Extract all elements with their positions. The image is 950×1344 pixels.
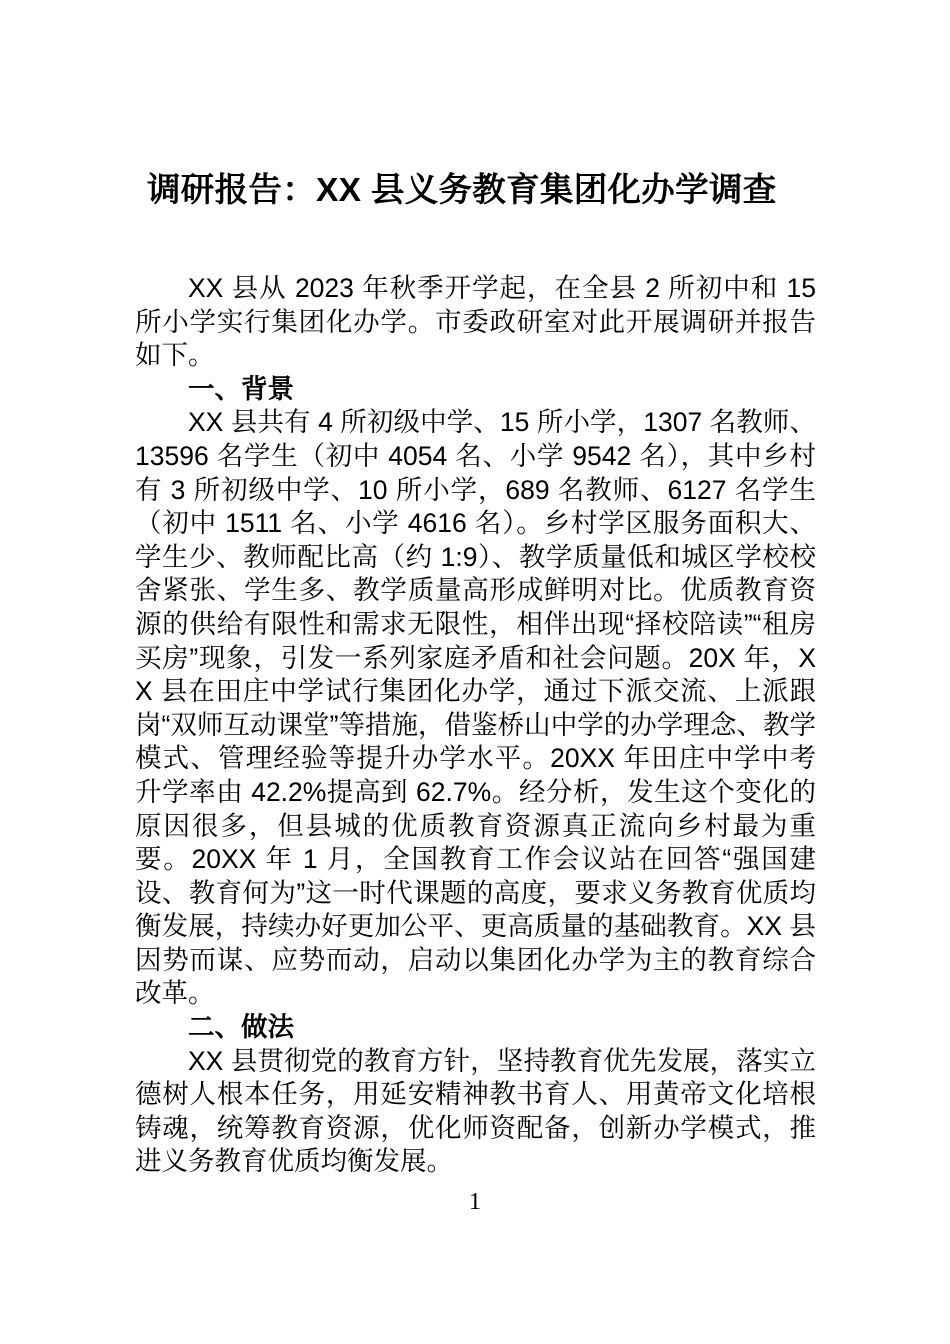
paragraph-intro: XX 县从 2023 年秋季开学起，在全县 2 所初中和 15 所小学实行集团化办学。市委政研室对此开展调研并报告如下。 [135,273,816,371]
section-heading-background: 一、背景 [188,373,294,404]
paragraph-practices: XX 县贯彻党的教育方针，坚持教育优先发展，落实立德树人根本任务，用延安精神教书育人、用黄帝文化培根铸魂，统筹教育资源，优化师资配备，创新办学模式，推进义务教育优质均衡发展。 [135,1045,816,1177]
document-body [135,0,816,1179]
document-title: 调研报告：XX 县义务教育集团化办学调查 [147,172,777,209]
page-number: 1 [469,1189,481,1215]
section-heading-practices: 二、做法 [188,1012,294,1043]
paragraph-background: XX 县共有 4 所初级中学、15 所小学，1307 名教师、13596 名学生（初中 4054 名、小学 9542 名），其中乡村有 3 所初级中学、10 所小学，689 名教师、6127 名学生（初中 1511 名、小学 4616 名）。乡村学区服务面积大、学生少、教师配比高（约 1:9）、教学质量低和城区学校校舍紧张、学生多、教学质量高形成鲜明对比。优质教育资源的供给有限性和需求无限性，相伴出现“择校陪读”“租房买房”现象，引发一系列家庭矛盾和社会问题。20X 年，XX 县在田庄中学试行集团化办学，通过下派交流、上派跟岗“双师互动课堂”等措施，借鉴桥山中学的办学理念、教学模式、管理经验等提升办学水平。20XX 年田庄中学中考升学率由 42.2%提高到 62.7%。经分析，发生这个变化的原因很多，但县城的优质教育资源真正流向乡村最为重要。20XX 年 1 月，全国教育工作会议站在回答“强国建设、教育何为”这一时代课题的高度，要求义务教育优质均衡发展，持续办好更加公平、更高质量的基础教育。XX 县因势而谋、应势而动，启动以集团化办学为主的教育综合改革。 [135,407,816,1009]
